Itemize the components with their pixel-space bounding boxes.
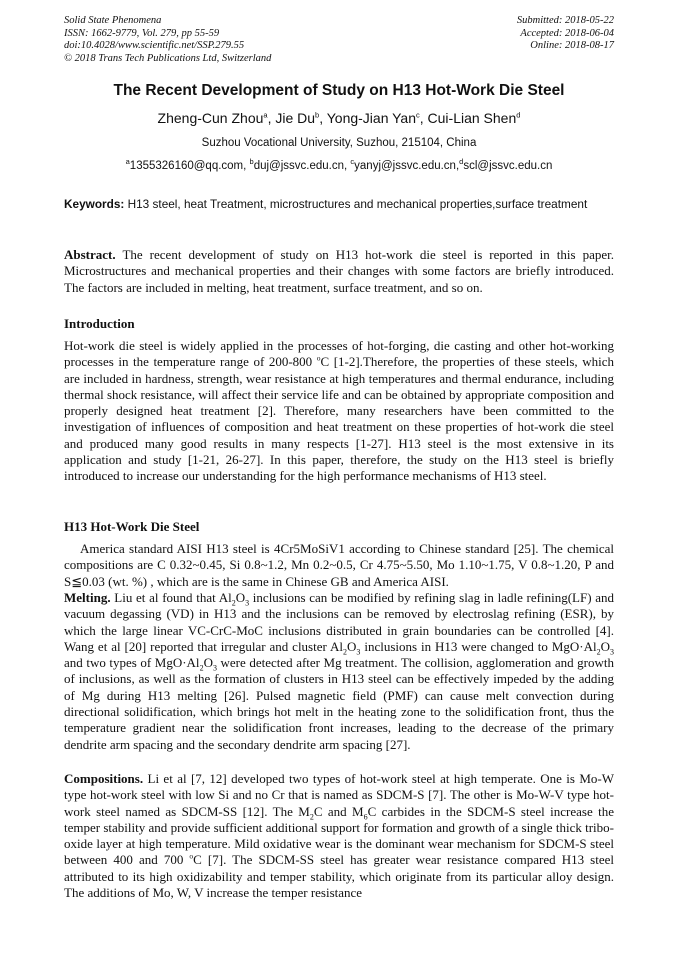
email-mark: c xyxy=(350,157,355,167)
author-name: Jie Du xyxy=(275,110,316,126)
email-separator: , xyxy=(243,160,250,172)
paper-title: The Recent Development of Study on H13 Hot-Work Die Steel xyxy=(113,82,565,99)
melting-text: inclusions can be modified by refining slag in ladle refining(LF) and vacuum degassing (VD) in H13 and the inclusions can be removed by electroslag refining (ESR), by which the large linear VC-CrC-MoC inclusions distributed in grain boundaries can be controlled [4]. Wang et al [20] reported that irregular and cluster Al xyxy=(64,590,615,654)
melting-text: O xyxy=(203,655,213,671)
subscript: 3 xyxy=(356,647,361,657)
dates-info xyxy=(517,15,614,53)
keywords xyxy=(64,196,614,212)
degree-mark: o xyxy=(316,353,321,363)
melting-text: were detected after Mg treatment. The collision, agglomeration and growth of inclusions, as well as the formation of clusters in H13 steel can be effectively impeded by the adding of Mg during H13 melting [26]. Pulsed magnetic field (PMF) can cause melt convection during directional solidification, which brings hot melt in the heating zone to the solidification front, thus the temperature gradient near the solidification front increases, leading to the decrease of the primary dendrite arm spacing and the secondary dendrite arm spacing [27]. xyxy=(64,655,614,752)
compositions-paragraph xyxy=(64,771,614,901)
email-address[interactable]: duj@jssvc.edu.cn xyxy=(253,160,345,172)
compositions-text: C [7]. The SDCM-SS steel has greater wear resistance compared H13 steel attributed to its high oxidizability and temper stability, which originate from its particular alloy design. The additions of Mo, W, V increase the temper resistance xyxy=(64,852,614,901)
journal-name: Solid State Phenomena xyxy=(64,15,162,26)
email-separator: , xyxy=(455,160,460,172)
email-mark: b xyxy=(249,157,254,167)
melting-text: O xyxy=(347,638,357,654)
journal-info xyxy=(64,15,271,65)
introduction-heading: Introduction xyxy=(64,316,135,331)
author-separator: , xyxy=(419,110,428,126)
author-separator: , xyxy=(267,110,276,126)
submitted-date: Submitted: 2018-05-22 xyxy=(516,15,614,26)
melting-text: and two types of MgO·Al xyxy=(64,655,200,671)
melting-label: Melting. xyxy=(64,590,111,605)
melting-text: O xyxy=(600,638,610,654)
author-name: Yong-Jian Yan xyxy=(326,110,416,126)
compositions-label: Compositions. xyxy=(64,771,144,786)
issn-line: ISSN: 1662-9779, Vol. 279, pp 55-59 xyxy=(64,27,220,39)
author-name: Cui-Lian Shen xyxy=(427,110,517,126)
h13-section-paragraph: America standard AISI H13 steel is 4Cr5MoSiV1 according to Chinese standard [25]. The chemical compositions are C 0.32~0.45, Si 0.8~1.2, Mn 0.2~0.5, Cr 4.75~5.50, Mo 1.10~1.75, V 0.8~1.20, P and S≦0.03 (wt. %) , which are is the same in Chinese GB and America AISI. xyxy=(64,541,614,589)
online-date: Online: 2018-08-17 xyxy=(530,40,614,52)
compositions-text: C and M xyxy=(313,803,364,819)
author-list xyxy=(0,110,678,126)
melting-paragraph xyxy=(64,590,614,753)
subscript: 2 xyxy=(309,812,314,822)
author-separator: , xyxy=(319,110,327,126)
subscript: 2 xyxy=(343,647,348,657)
subscript: 2 xyxy=(596,647,601,657)
subscript: 2 xyxy=(199,663,204,673)
subscript: 2 xyxy=(231,598,236,608)
copyright-line: © 2018 Trans Tech Publications Ltd, Switzerland xyxy=(64,52,272,64)
email-separator: , xyxy=(344,160,351,172)
melting-text: O xyxy=(235,590,246,605)
doi-line: doi:10.4028/www.scientific.net/SSP.279.55 xyxy=(64,40,245,52)
author-mark: a xyxy=(263,110,268,120)
author-mark: c xyxy=(416,110,420,120)
email-address[interactable]: yanyj@jssvc.edu.cn xyxy=(354,160,456,172)
keywords-text: H13 steel, heat Treatment, microstructures and mechanical properties,surface treatment xyxy=(127,197,588,211)
compositions-text: C carbides in the SDCM-S steel increase the temper stability and provide sufficient additional support for formation and growth of a single thick tribo-oxide layer at high temperature. Mild oxidative wear is the dominant wear mechanism for SDCM-S steel between 400 and 700 xyxy=(64,803,614,868)
email-mark: d xyxy=(459,157,464,167)
melting-text: Liu et al found that Al xyxy=(114,590,232,605)
intro-text-b: C [1-2].Therefore, the properties of these steels, which are included in hardness, strength, wear resistance at high temperatures and thermal endurance, including thermal shock resistance, will affect their service life and can be obtained by appropriate composition and properly designed heat treatment [2]. Therefore, many researchers have been committed to the investigation of influences of composition and heat treatment on these properties of hot-work die steel and produced many good results in many respects [1-27]. H13 steel is the most extensive in its application and study [1-21, 26-27]. In this paper, therefore, the study on the H13 steel is briefly introduced to increase our understanding for the high performance mechanisms of H13 steel. xyxy=(64,354,614,484)
email-list xyxy=(0,157,678,172)
subscript: 3 xyxy=(245,598,250,608)
subscript: 3 xyxy=(212,663,217,673)
affiliation: Suzhou Vocational University, Suzhou, 215104, China xyxy=(201,137,477,149)
introduction-paragraph xyxy=(64,338,614,485)
email-address[interactable]: scl@jssvc.edu.cn xyxy=(463,160,553,172)
abstract-label: Abstract. xyxy=(64,247,116,262)
compositions-text: Li et al [7, 12] developed two types of hot-work steel at high temperate. One is Mo-W type hot-work steel with low Si and no Cr that is named as SDCM-S [7]. The other is Mo-W-V type hot-work steel named as SDCM-SS [12]. The M xyxy=(64,771,615,819)
subscript: 3 xyxy=(610,647,614,657)
keywords-label: Keywords: xyxy=(64,197,125,211)
degree-mark: o xyxy=(189,852,194,862)
subscript: 6 xyxy=(363,812,368,822)
h13-section-heading: H13 Hot-Work Die Steel xyxy=(64,519,200,534)
email-address[interactable]: 1355326160@qq.com xyxy=(129,160,244,172)
author-mark: b xyxy=(315,110,320,120)
author-name: Zheng-Cun Zhou xyxy=(157,110,264,126)
accepted-date: Accepted: 2018-06-04 xyxy=(520,27,614,39)
email-mark: a xyxy=(125,157,130,167)
abstract xyxy=(64,247,614,296)
author-mark: d xyxy=(516,110,521,120)
melting-text: inclusions in H13 were changed to MgO·Al xyxy=(360,638,597,654)
intro-text-a: Hot-work die steel is widely applied in the processes of hot-forging, die casting and other hot-working processes in the temperature range of 200-800 xyxy=(64,338,614,370)
abstract-text: The recent development of study on H13 hot-work die steel is reported in this paper. Microstructures and mechanical properties and their changes with some factors are briefly introduced. The factors are included in melting, heat treatment, surface treatment, and so on. xyxy=(64,247,614,295)
